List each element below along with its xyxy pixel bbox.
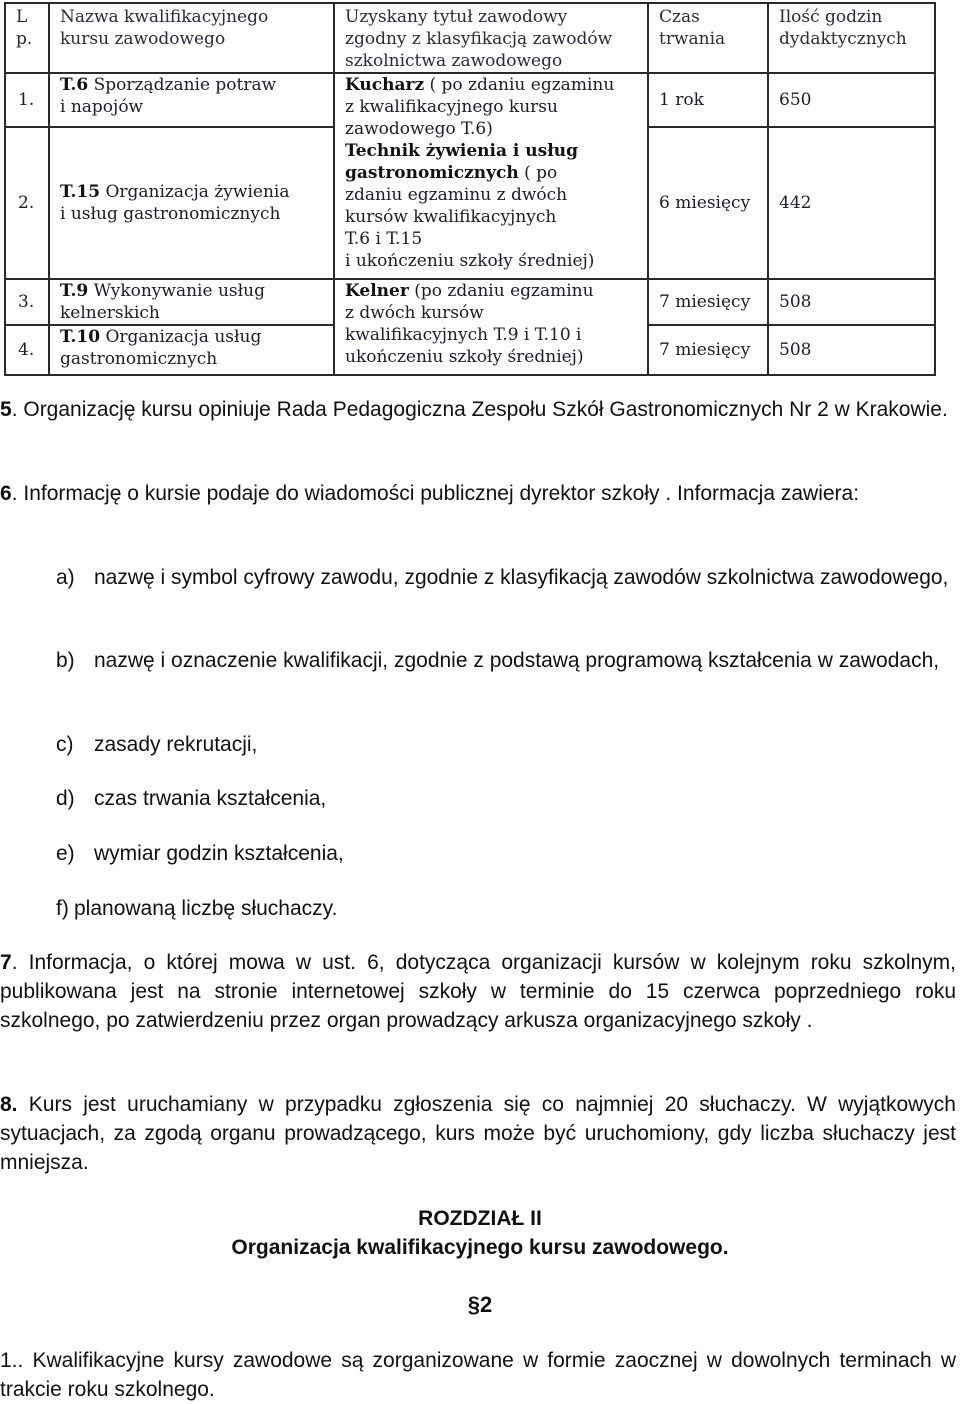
header-lp: L p. [5, 3, 49, 73]
list-item [56, 839, 956, 868]
cell-duration: 7 miesięcy [648, 279, 768, 325]
cell-lp: 3. [5, 279, 49, 325]
header-professional-title: Uzyskany tytuł zawodowy zgodny z klasyfikacją zawodów szkolnictwa zawodowego [334, 3, 648, 73]
header-course-name: Nazwa kwalifikacyjnego kursu zawodowego [49, 3, 334, 73]
title-technik-note: ( po zdaniu egzaminu z dwóch kursów kwalifikacyjnych T.6 i T.15 i ukończeniu szkoły średniej) [345, 163, 595, 271]
section-text: . Organizację kursu opiniuje Rada Pedagogiczna Zespołu Szkół Gastronomicznych Nr 2 w Krakowie. [11, 398, 948, 421]
header-duration: Czas trwania [648, 3, 768, 73]
cell-title-kelner [334, 279, 648, 375]
title-kelner-note: (po zdaniu egzaminu z dwóch kursów kwalifikacyjnych T.9 i T.10 i ukończeniu szkoły średniej) [345, 281, 594, 367]
table-header-row [5, 3, 935, 73]
section-text: . Kwalifikacyjne kursy zawodowe są zorganizowane w formie zaocznej w dowolnych terminach w trakcie roku szkolnego. [0, 1349, 956, 1401]
list-item [56, 784, 956, 813]
list-marker: f) [56, 897, 69, 920]
list-item [56, 646, 956, 675]
cell-course-name [49, 73, 334, 127]
list-text: czas trwania kształcenia, [94, 787, 327, 810]
title-kucharz-note: ( po zdaniu egzaminu z kwalifikacyjnego kursu zawodowego T.6) [345, 75, 615, 139]
course-code: T.15 [60, 182, 101, 202]
course-name: Sporządzanie potraw i napojów [60, 75, 277, 117]
section-number: 1. [0, 1349, 18, 1372]
cell-hours: 650 [768, 73, 935, 127]
chapter-title: Organizacja kwalifikacyjnego kursu zawodowego. [231, 1236, 729, 1259]
table-row [5, 73, 935, 127]
cell-duration: 6 miesięcy [648, 127, 768, 279]
cell-hours: 508 [768, 325, 935, 375]
cell-lp: 1. [5, 73, 49, 127]
section-number: 7 [0, 951, 12, 974]
cell-course-name [49, 325, 334, 375]
course-name: Wykonywanie usług kelnerskich [60, 281, 265, 323]
section-number: 6 [0, 482, 12, 505]
cell-course-name [49, 279, 334, 325]
course-code: T.6 [60, 75, 89, 95]
section-5 [0, 395, 956, 424]
list-marker: c) [56, 733, 74, 756]
section-paragraph-2-point-1 [0, 1346, 956, 1404]
cell-hours: 442 [768, 127, 935, 279]
section-text: Kurs jest uruchamiany w przypadku zgłoszenia się co najmniej 20 słuchaczy. W wyjątkowych sytuacjach, za zgodą organu prowadzącego, kurs może być uruchomiony, gdy liczba słuchaczy jest mniejsza. [0, 1093, 956, 1174]
course-name: Organizacja usług gastronomicznych [60, 327, 262, 369]
list-marker: d) [56, 787, 75, 810]
list-marker: b) [56, 649, 75, 672]
list-marker: e) [56, 842, 75, 865]
section-8 [0, 1090, 956, 1177]
list-item [56, 894, 956, 923]
qualification-courses-table [4, 2, 936, 376]
list-marker: a) [56, 566, 75, 589]
chapter-number: ROZDZIAŁ II [418, 1207, 542, 1230]
list-text: wymiar godzin kształcenia, [94, 842, 344, 865]
section-7 [0, 948, 956, 1035]
cell-lp: 4. [5, 325, 49, 375]
course-name: Organizacja żywienia i usług gastronomicznych [60, 182, 290, 224]
list-text: nazwę i symbol cyfrowy zawodu, zgodnie z klasyfikacją zawodów szkolnictwa zawodowego, [94, 566, 949, 589]
section-number: 8. [0, 1093, 18, 1116]
title-kucharz: Kucharz [345, 75, 425, 95]
header-hours: Ilość godzin dydaktycznych [768, 3, 935, 73]
list-item [56, 730, 956, 759]
cell-hours: 508 [768, 279, 935, 325]
section-6 [0, 479, 956, 508]
course-code: T.10 [60, 327, 101, 347]
cell-duration: 1 rok [648, 73, 768, 127]
cell-title-kucharz-technik [334, 73, 648, 279]
list-text: nazwę i oznaczenie kwalifikacji, zgodnie z podstawą programową kształcenia w zawodach, [94, 649, 940, 672]
course-code: T.9 [60, 281, 89, 301]
list-item [56, 563, 956, 592]
title-technik: Technik żywienia i usług gastronomicznych [345, 141, 579, 183]
paragraph-sign: §2 [467, 1292, 493, 1317]
cell-duration: 7 miesięcy [648, 325, 768, 375]
section-text: . Informację o kursie podaje do wiadomości publicznej dyrektor szkoły . Informacja zawiera: [11, 482, 860, 505]
section-number: 5 [0, 398, 12, 421]
list-text: zasady rekrutacji, [94, 733, 258, 756]
table-row [5, 279, 935, 325]
cell-course-name [49, 127, 334, 279]
section-text: . Informacja, o której mowa w ust. 6, dotycząca organizacji kursów w kolejnym roku szkolnym, publikowana jest na stronie internetowej szkoły w terminie do 15 czerwca poprzedniego roku szkolnego, po zatwierdzeniu przez organ prowadzący arkusza organizacyjnego szkoły . [0, 951, 956, 1032]
cell-lp: 2. [5, 127, 49, 279]
list-text: planowaną liczbę słuchaczy. [74, 897, 338, 920]
title-kelner: Kelner [345, 281, 409, 301]
